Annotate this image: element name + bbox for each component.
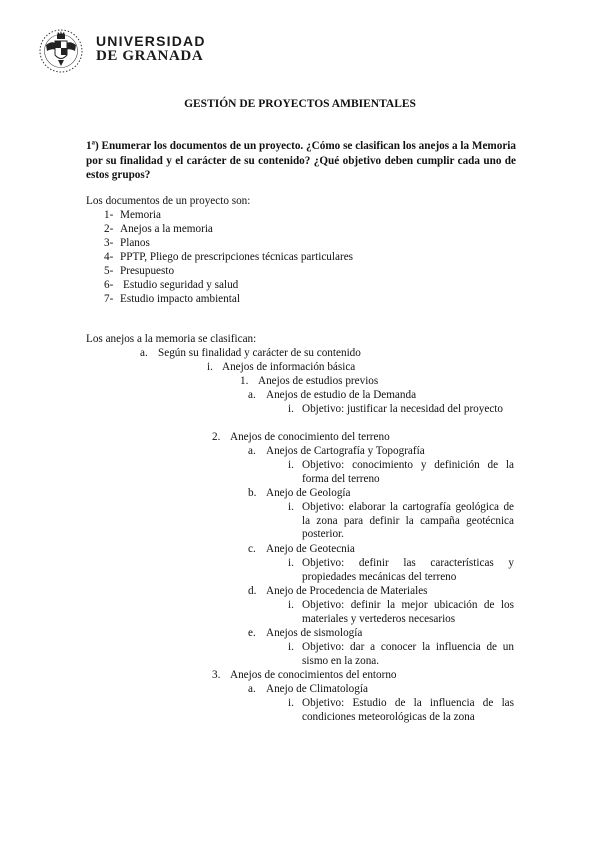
institution-name-line1: UNIVERSIDAD — [96, 33, 206, 49]
doc-number: 4- — [104, 251, 114, 263]
doc-number: 3- — [104, 237, 114, 249]
doc-number: 1- — [104, 209, 114, 221]
doc-item: Estudio impacto ambiental — [120, 293, 240, 305]
objective-text: Objetivo: Estudio de la influencia de las condiciones meteorológicas de la zona — [302, 697, 514, 723]
docs-intro: Los documentos de un proyecto son: — [86, 195, 251, 207]
outline-marker: e. — [248, 627, 256, 639]
university-seal-icon — [38, 28, 84, 74]
objective-text: Objetivo: conocimiento y definición de la forma del terreno — [302, 459, 514, 485]
document-title: GESTIÓN DE PROYECTOS AMBIENTALES — [184, 98, 416, 110]
anejos-intro: Los anejos a la memoria se clasifican: — [86, 333, 257, 345]
outline-marker: 2. — [212, 431, 221, 443]
outline-marker: i. — [288, 459, 294, 471]
outline-marker: a. — [248, 445, 256, 457]
doc-item: Presupuesto — [120, 265, 175, 277]
group-label: Anejos de conocimientos del entorno — [230, 669, 397, 681]
outline-marker: 3. — [212, 669, 221, 681]
anejo-label: Anejos de estudio de la Demanda — [266, 389, 417, 401]
objective-text: Objetivo: definir las características y propiedades mecánicas del terreno — [302, 557, 514, 583]
anejo-label: Anejo de Climatología — [266, 683, 368, 695]
doc-number: 7- — [104, 293, 114, 305]
outline-marker: i. — [207, 361, 213, 373]
outline-marker: a. — [248, 389, 256, 401]
objective-text: Objetivo: elaborar la cartografía geológica de la zona para definir la campaña geotécnica posterior. — [302, 501, 514, 541]
doc-number: 6- — [104, 279, 114, 291]
outline-marker: d. — [248, 585, 257, 597]
doc-item: Memoria — [120, 209, 162, 221]
anejo-label: Anejos de sismología — [266, 627, 363, 639]
doc-item: Estudio seguridad y salud — [123, 279, 239, 291]
outline-marker: i. — [288, 641, 294, 653]
doc-item: Planos — [120, 237, 150, 249]
outline-marker: a. — [248, 683, 256, 695]
anejo-label: Anejos de Cartografía y Topografía — [266, 445, 425, 457]
outline-marker: i. — [288, 501, 294, 513]
doc-number: 2- — [104, 223, 114, 235]
outline-marker: 1. — [240, 375, 249, 387]
objective-text: Objetivo: dar a conocer la influencia de un sismo en la zona. — [302, 641, 514, 667]
group-label: Anejos de estudios previos — [258, 375, 379, 387]
outline-marker: c. — [248, 543, 256, 555]
anejo-label: Anejo de Geotecnia — [266, 543, 355, 555]
outline-marker: i. — [288, 557, 294, 569]
outline-marker: b. — [248, 487, 257, 499]
question-text: 1ª) Enumerar los documentos de un proyecto. ¿Cómo se clasifican los anejos a la Memoria por su finalidad y el carácter de su contenido? ¿Qué objetivo deben cumplir cada uno de estos grupos? — [86, 140, 516, 181]
institution-name-line2: DE GRANADA — [96, 48, 204, 64]
outline-marker: i. — [288, 697, 294, 709]
doc-number: 5- — [104, 265, 114, 277]
outline-marker: i. — [288, 599, 294, 611]
outline-level2-label: Anejos de información básica — [222, 361, 356, 373]
anejo-label: Anejo de Procedencia de Materiales — [266, 585, 428, 597]
doc-item: PPTP, Pliego de prescripciones técnicas particulares — [120, 251, 354, 263]
outline-marker: a. — [140, 347, 148, 359]
outline-marker: i. — [288, 403, 294, 415]
objective-text: Objetivo: definir la mejor ubicación de los materiales y vertederos necesarios — [302, 599, 514, 625]
objective-text: Objetivo: justificar la necesidad del proyecto — [302, 403, 503, 415]
group-label: Anejos de conocimiento del terreno — [230, 431, 390, 443]
anejo-label: Anejo de Geología — [266, 487, 351, 499]
outline-level1-label: Según su finalidad y carácter de su contenido — [158, 347, 361, 359]
doc-item: Anejos a la memoria — [120, 223, 213, 235]
